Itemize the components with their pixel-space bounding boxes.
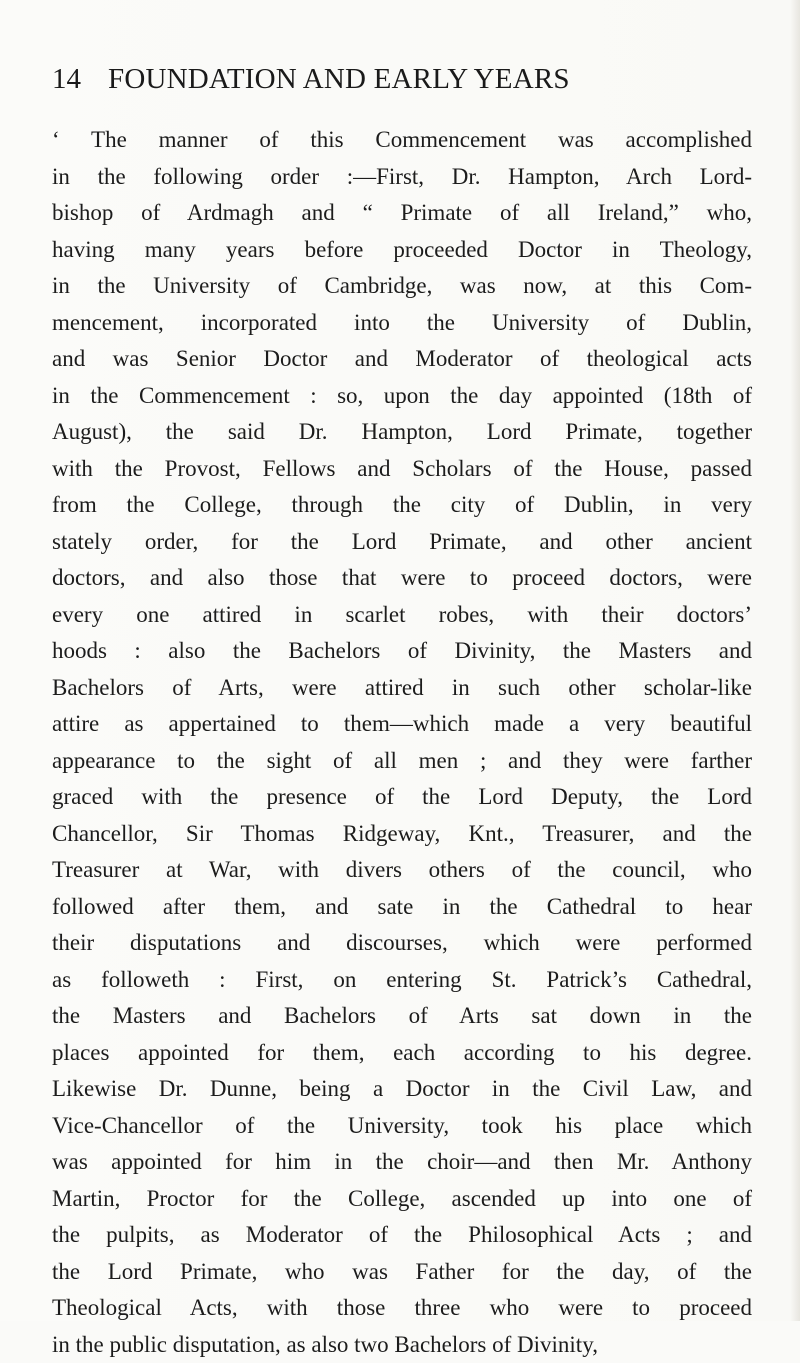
text-line: their disputations and discourses, which were performed bbox=[52, 925, 752, 962]
text-line: as followeth : First, on entering St. Patrick’s Cathedral, bbox=[52, 962, 752, 999]
text-line: August), the said Dr. Hampton, Lord Primate, together bbox=[52, 414, 752, 451]
text-line: the Lord Primate, who was Father for the day, of the bbox=[52, 1254, 752, 1291]
text-line: attire as appertained to them—which made a very beautiful bbox=[52, 706, 752, 743]
text-line: in the University of Cambridge, was now, at this Com- bbox=[52, 268, 752, 305]
text-line: bishop of Ardmagh and “ Primate of all Ireland,” who, bbox=[52, 195, 752, 232]
text-line: Chancellor, Sir Thomas Ridgeway, Knt., Treasurer, and the bbox=[52, 816, 752, 853]
text-line: the Masters and Bachelors of Arts sat down in the bbox=[52, 998, 752, 1035]
text-line: followed after them, and sate in the Cathedral to hear bbox=[52, 889, 752, 926]
text-line: Treasurer at War, with divers others of the council, who bbox=[52, 852, 752, 889]
text-line: in the following order :—First, Dr. Hampton, Arch Lord- bbox=[52, 159, 752, 196]
text-line: mencement, incorporated into the University of Dublin, bbox=[52, 305, 752, 342]
text-line: ‘ The manner of this Commencement was accomplished bbox=[52, 122, 752, 159]
text-line: having many years before proceeded Doctor in Theology, bbox=[52, 232, 752, 269]
text-line: graced with the presence of the Lord Deputy, the Lord bbox=[52, 779, 752, 816]
text-line: places appointed for them, each according to his degree. bbox=[52, 1035, 752, 1072]
text-line: in the public disputation, as also two Bachelors of Divinity, bbox=[52, 1327, 752, 1363]
text-line: Bachelors of Arts, were attired in such other scholar-like bbox=[52, 670, 752, 707]
text-line: the pulpits, as Moderator of the Philosophical Acts ; and bbox=[52, 1217, 752, 1254]
text-line: appearance to the sight of all men ; and they were farther bbox=[52, 743, 752, 780]
page-number: 14 bbox=[52, 62, 81, 96]
text-line: stately order, for the Lord Primate, and other ancient bbox=[52, 524, 752, 561]
text-line: Martin, Proctor for the College, ascended up into one of bbox=[52, 1181, 752, 1218]
page-header bbox=[52, 62, 752, 102]
text-line: with the Provost, Fellows and Scholars of the House, passed bbox=[52, 451, 752, 488]
body-paragraph bbox=[52, 122, 752, 1363]
text-line: hoods : also the Bachelors of Divinity, the Masters and bbox=[52, 633, 752, 670]
text-line: was appointed for him in the choir—and then Mr. Anthony bbox=[52, 1144, 752, 1181]
page-edge-shadow bbox=[790, 0, 800, 1321]
text-line: doctors, and also those that were to proceed doctors, were bbox=[52, 560, 752, 597]
text-line: from the College, through the city of Dublin, in very bbox=[52, 487, 752, 524]
text-line: Theological Acts, with those three who were to proceed bbox=[52, 1290, 752, 1327]
text-line: Likewise Dr. Dunne, being a Doctor in the Civil Law, and bbox=[52, 1071, 752, 1108]
text-line: every one attired in scarlet robes, with their doctors’ bbox=[52, 597, 752, 634]
text-line: in the Commencement : so, upon the day appointed (18th of bbox=[52, 378, 752, 415]
running-head: FOUNDATION AND EARLY YEARS bbox=[108, 62, 570, 96]
text-line: and was Senior Doctor and Moderator of theological acts bbox=[52, 341, 752, 378]
text-line: Vice-Chancellor of the University, took his place which bbox=[52, 1108, 752, 1145]
